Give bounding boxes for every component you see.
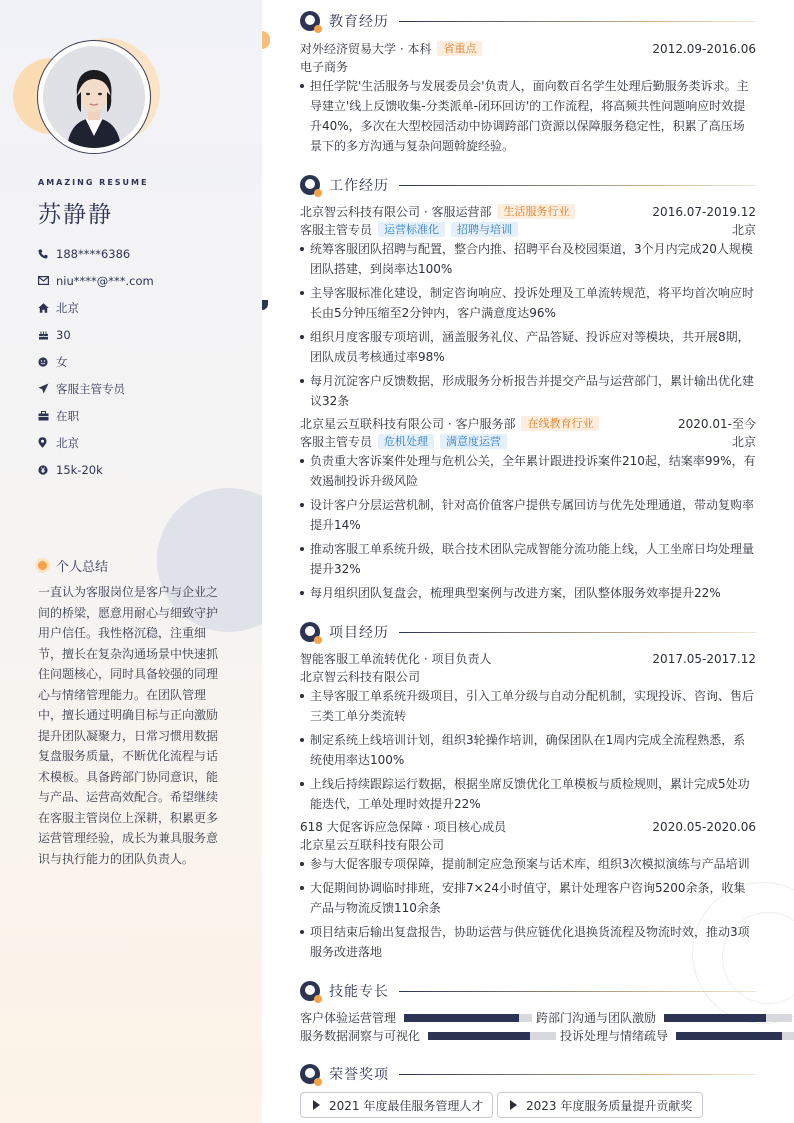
summary-dot-icon	[38, 561, 47, 570]
info-location	[38, 429, 258, 456]
section-title: 工作经历	[329, 178, 389, 194]
divider-tab-orange	[262, 31, 270, 49]
info-position	[38, 375, 258, 402]
info-age	[38, 321, 258, 348]
section-divider	[399, 1074, 756, 1075]
award-badge	[300, 1092, 493, 1118]
skill-bar-fill	[404, 1014, 519, 1022]
education-major: 电子商务	[300, 60, 349, 74]
candidate-name: 苏静静	[38, 202, 113, 228]
project-date: 2020.05-2020.06	[652, 820, 756, 834]
skill-name: 跨部门沟通与团队激励	[536, 1011, 657, 1025]
work-role: 客服主管专员	[300, 435, 373, 449]
work-bullet: 每月组织团队复盘会，梳理典型案例与改进方案，团队整体服务效率提升22%	[300, 583, 756, 603]
section-title: 教育经历	[329, 14, 389, 30]
skill-name: 客户体验运营管理	[300, 1011, 397, 1025]
status-text: 在职	[56, 408, 79, 423]
section-project-heading	[300, 621, 756, 643]
section-skills-heading	[300, 980, 756, 1002]
location-icon	[38, 437, 56, 448]
phone-icon	[38, 249, 56, 259]
work-city: 北京	[731, 435, 756, 449]
work-role-tag: 运营标准化	[378, 222, 445, 237]
project-1-header	[300, 650, 756, 668]
work-bullet: 推动客服工单系统升级，联合技术团队完成智能分流功能上线，人工坐席日均处理量提升32%	[300, 539, 756, 579]
school-tag: 省重点	[437, 41, 482, 56]
send-icon	[38, 383, 56, 394]
gender-icon	[38, 357, 56, 367]
skill-bar-fill	[676, 1032, 782, 1040]
skill-item	[560, 1028, 794, 1044]
mail-icon	[38, 276, 56, 285]
section-education-heading	[300, 10, 756, 32]
section-icon	[300, 11, 320, 31]
skill-item	[300, 1010, 532, 1026]
project-company: 北京智云科技有限公司	[300, 670, 421, 684]
section-title: 技能专长	[329, 984, 389, 1000]
info-email	[38, 267, 258, 294]
section-work-heading	[300, 174, 756, 196]
photo-area	[12, 38, 162, 158]
section-divider	[399, 632, 756, 633]
project-bullet: 制定系统上线培训计划，组织3轮操作培训，确保团队在1周内完成全流程熟悉，系统使用率达100%	[300, 730, 756, 770]
salary-icon	[38, 465, 56, 475]
skill-name: 投诉处理与情绪疏导	[560, 1029, 669, 1043]
work-industry-tag: 在线教育行业	[521, 416, 599, 431]
skill-item	[536, 1010, 792, 1026]
salary-text: 15k-20k	[56, 462, 103, 477]
education-bullet: 担任学院'生活服务与发展委员会'负责人，面向数百名学生处理后勤服务类诉求。主导建立'线上反馈收集-分类派单-闭环回访'的工作流程，将高频共性问题响应时效提升40%，多次在大型校园活动中协调跨部门资源以保障服务稳定性，积累了高压场景下的多方沟通与复杂问题斡旋经验。	[300, 76, 756, 156]
project-bullet: 项目结束后输出复盘报告，协助运营与供应链优化退换货流程及物流时效，推动3项服务改进落地	[300, 922, 756, 962]
work-2-role	[300, 433, 756, 451]
work-role: 客服主管专员	[300, 223, 373, 237]
section-title: 荣誉奖项	[329, 1067, 389, 1083]
email-text: niu****@***.com	[56, 273, 154, 288]
work-bullet: 设计客户分层运营机制，针对高价值客户提供专属回访与优先处理通道，带动复购率提升14%	[300, 495, 756, 535]
project-2-header	[300, 818, 756, 836]
phone-text: 188****6386	[56, 246, 131, 261]
section-title: 项目经历	[329, 625, 389, 641]
section-divider	[399, 21, 756, 22]
project-title: 智能客服工单流转优化 · 项目负责人	[300, 652, 492, 666]
section-icon	[300, 1064, 320, 1084]
work-bullet: 统筹客服团队招聘与配置，整合内推、招聘平台及校园渠道，3个月内完成20人规模团队搭建，到岗率达100%	[300, 239, 756, 279]
section-honors-heading	[300, 1063, 756, 1085]
skill-bar	[428, 1032, 556, 1040]
summary-title-text: 个人总结	[56, 560, 109, 575]
skill-bar	[676, 1032, 794, 1040]
home-icon	[38, 303, 56, 313]
section-icon	[300, 622, 320, 642]
divider-tab-navy	[262, 300, 268, 310]
info-gender	[38, 348, 258, 375]
work-role-tag: 满意度运营	[440, 434, 507, 449]
section-divider	[399, 185, 756, 186]
info-phone	[38, 240, 258, 267]
education-date: 2012.09-2016.06	[652, 42, 756, 56]
skill-bar	[664, 1014, 792, 1022]
skill-bar-fill	[428, 1032, 530, 1040]
work-bullet: 每月沉淀客户反馈数据，形成服务分析报告并提交产品与运营部门，累计输出优化建议32条	[300, 371, 756, 411]
work-company: 北京星云互联科技有限公司 · 客户服务部	[300, 417, 516, 431]
play-icon	[313, 1100, 320, 1110]
avatar	[43, 46, 145, 148]
section-icon	[300, 981, 320, 1001]
skill-item	[300, 1028, 556, 1044]
position-text: 客服主管专员	[56, 381, 125, 396]
info-status	[38, 402, 258, 429]
skill-bar	[404, 1014, 532, 1022]
work-bullet: 负责重大客诉案件处理与危机公关，全年累计跟进投诉案件210起，结案率99%，有效遏制投诉升级风险	[300, 451, 756, 491]
award-text: 2023 年度服务质量提升贡献奖	[526, 1098, 693, 1113]
location-text: 北京	[56, 435, 79, 450]
award-text: 2021 年度最佳服务管理人才	[329, 1098, 484, 1113]
age-text: 30	[56, 327, 71, 342]
section-icon	[300, 175, 320, 195]
home-text: 北京	[56, 300, 79, 315]
project-bullet: 主导客服工单系统升级项目，引入工单分级与自动分配机制，实现投诉、咨询、售后三类工单分类流转	[300, 686, 756, 726]
work-2-header	[300, 415, 756, 433]
avatar-illustration	[43, 46, 145, 148]
info-home	[38, 294, 258, 321]
skill-name: 服务数据洞察与可视化	[300, 1029, 421, 1043]
work-city: 北京	[731, 223, 756, 237]
play-icon	[510, 1100, 517, 1110]
work-bullet: 主导客服标准化建设，制定咨询响应、投诉处理及工单流转规范，将平均首次响应时长由5分钟压缩至2分钟内，客户满意度达96%	[300, 283, 756, 323]
award-badge	[497, 1092, 703, 1118]
briefcase-icon	[38, 411, 56, 421]
work-bullet: 组织月度客服专项培训，涵盖服务礼仪、产品答疑、投诉应对等模块，共开展8期，团队成员考核通过率98%	[300, 327, 756, 367]
info-salary	[38, 456, 258, 483]
sidebar	[0, 0, 262, 1123]
school-name: 对外经济贸易大学 · 本科	[300, 42, 432, 56]
work-1-header	[300, 203, 756, 221]
work-role-tag: 招聘与培训	[451, 222, 518, 237]
project-bullet: 参与大促客服专项保障，提前制定应急预案与话术库，组织3次模拟演练与产品培训	[300, 854, 756, 874]
work-date: 2020.01-至今	[678, 417, 756, 431]
summary-heading	[38, 556, 108, 575]
tagline: AMAZING RESUME	[38, 178, 149, 187]
project-company: 北京星云互联科技有限公司	[300, 838, 445, 852]
work-1-role	[300, 221, 756, 239]
work-company: 北京智云科技有限公司 · 客服运营部	[300, 205, 492, 219]
project-title: 618 大促客诉应急保障 · 项目核心成员	[300, 820, 507, 834]
section-divider	[399, 991, 756, 992]
project-bullet: 大促期间协调临时排班，安排7×24小时值守，累计处理客户咨询5200余条，收集产品与物流反馈110余条	[300, 878, 756, 918]
cake-icon	[38, 329, 56, 340]
work-industry-tag: 生活服务行业	[497, 204, 575, 219]
skill-bar-fill	[664, 1014, 766, 1022]
work-role-tag: 危机处理	[378, 434, 434, 449]
summary-text: 一直认为客服岗位是客户与企业之间的桥梁，愿意用耐心与细致守护用户信任。我性格沉稳，注重细节，擅长在复杂沟通场景中快速抓住问题核心，同时具备较强的同理心与情绪管理能力。在团队管理中，擅长通过明确目标与正向激励提升团队凝聚力，日常习惯用数据复盘服务质量，不断优化流程与话术模板。具备跨部门协同意识，能与产品、运营高效配合。希望继续在客服主管岗位上深耕，积累更多运营管理经验，成长为兼具服务意识与执行能力的团队负责人。	[38, 585, 219, 866]
contact-info-list	[38, 240, 258, 483]
project-bullet: 上线后持续跟踪运行数据，根据坐席反馈优化工单模板与质检规则，累计完成5处功能迭代，工单处理时效提升22%	[300, 774, 756, 814]
education-header	[300, 40, 756, 58]
work-date: 2016.07-2019.12	[652, 205, 756, 219]
gender-text: 女	[56, 354, 68, 369]
project-date: 2017.05-2017.12	[652, 652, 756, 666]
